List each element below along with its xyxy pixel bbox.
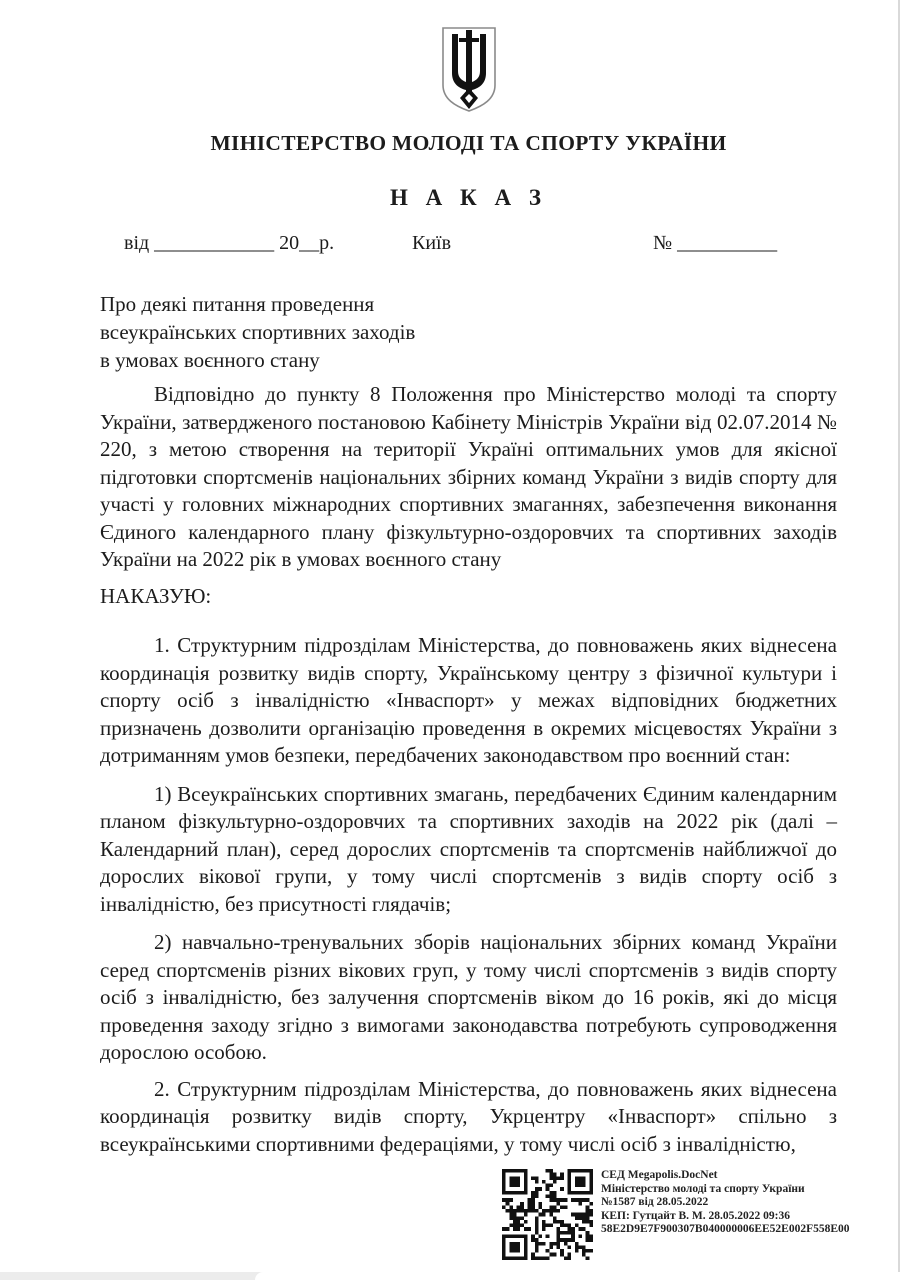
stamp-line-signer: КЕП: Гутцайт В. М. 28.05.2022 09:36	[601, 1209, 790, 1222]
document-type-heading: Н А К А З	[390, 185, 547, 210]
date-blank: від ____________ 20__р.	[124, 232, 335, 254]
page-edge-line	[898, 0, 900, 1280]
qr-code	[502, 1169, 593, 1260]
order-word: НАКАЗУЮ:	[100, 583, 212, 608]
trident-shield-icon	[439, 25, 499, 113]
stamp-line-ministry: Міністерство молоді та спорту України	[601, 1182, 805, 1195]
number-blank: № __________	[653, 232, 778, 254]
order-subitem-2: 2) навчально-тренувальних зборів національних збірних команд України серед спортсменів різних вікових груп, у тому числі спортсменів з видів спорту осіб з інвалідністю, без залучення спортсменів віком до 16 років, які до місця проведення заходу згідно з вимогами законодавства потребують супроводження дорослою особою.	[100, 930, 837, 1064]
order-item-1: 1. Структурним підрозділам Міністерства, до повноважень яких віднесена координація розвитку видів спорту, Українському центру з фізичної культури і спорту осіб з інвалідністю «Інваспорт» у межах відповідних бюджетних призначень дозволити організацію проведення в окремих місцевостях України з дотриманням умов безпеки, передбачених законодавством про воєнний стан:	[100, 633, 837, 767]
subject-line-3: в умовах воєнного стану	[100, 348, 320, 372]
page-bottom-edge-inner	[255, 1272, 904, 1280]
document-content	[100, 0, 837, 1158]
city-label: Київ	[412, 232, 452, 254]
subject-line-1: Про деякі питання проведення	[100, 292, 375, 316]
subject-block	[100, 290, 837, 374]
order-subitem-1: 1) Всеукраїнських спортивних змагань, передбачених Єдиним календарним планом фізкультурно-оздоровчих та спортивних заходів на 2022 рік (далі – Календарний план), серед дорослих спортсменів та спортсменів найближчої до дорослих вікової групи, у тому числі спортсменів з видів спорту осіб з інвалідністю, без присутності глядачів;	[100, 781, 837, 916]
stamp-text-block	[601, 1169, 871, 1237]
date-row	[100, 229, 837, 257]
preamble-paragraph: Відповідно до пункту 8 Положення про Міністерство молоді та спорту України, затвердженого постановою Кабінету Міністрів України від 02.07.2014 № 220, з метою створення на території Україні оптимальних умов для якісної підготовки спортсменів національних збірних команд України з видів спорту для участі у головних міжнародних спортивних змаганнях, забезпечення виконання Єдиного календарного плану фізкультурно-оздоровчих та спортивних заходів України на 2022 рік в умовах воєнного стану	[100, 382, 837, 571]
order-item-2: 2. Структурним підрозділам Міністерства, до повноважень яких віднесена координація розвитку видів спорту, Укрцентру «Інваспорт» спільно з всеукраїнськими спортивними федераціями, у тому числі осіб з інвалідністю,	[100, 1076, 837, 1156]
subject-line-2: всеукраїнських спортивних заходів	[100, 320, 416, 344]
stamp-line-hash: 58E2D9E7F900307B040000006EE52E002F558E00	[601, 1223, 850, 1235]
stamp-line-system: СЕД Megapolis.DocNet	[601, 1169, 718, 1181]
ukraine-trident-emblem	[439, 25, 499, 113]
signature-stamp	[502, 1169, 871, 1260]
stamp-line-number-date: №1587 від 28.05.2022	[601, 1196, 709, 1208]
ministry-title: МІНІСТЕРСТВО МОЛОДІ ТА СПОРТУ УКРАЇНИ	[210, 131, 727, 155]
